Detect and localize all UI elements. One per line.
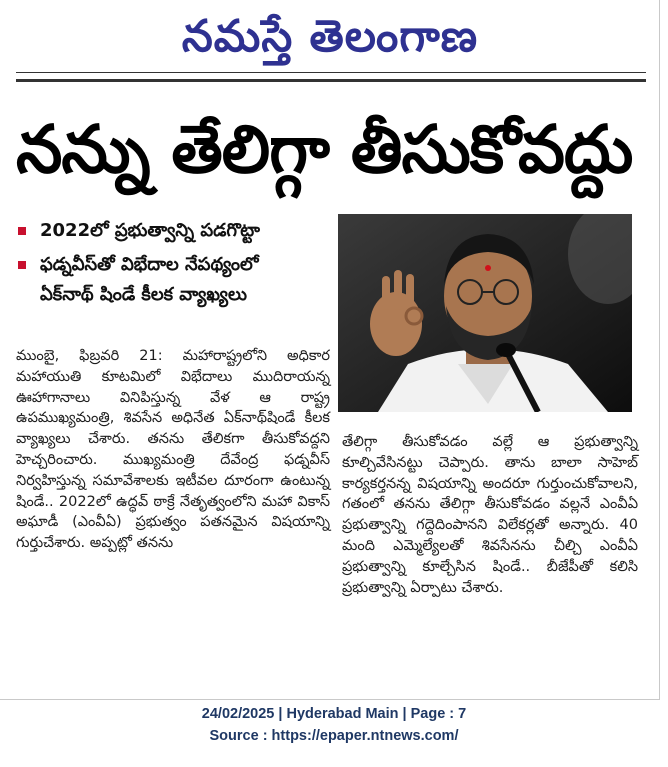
bullet-text: ఫడ్నవీస్‌తో విభేదాల నేపథ్యంలో xyxy=(40,254,259,275)
footer-source-line: Source : https://epaper.ntnews.com/ xyxy=(209,728,459,744)
bullet-item xyxy=(16,216,328,246)
article-column-left xyxy=(16,346,330,554)
bullet-text: 2022లో ప్రభుత్వాన్ని పడగొట్టా xyxy=(40,220,260,241)
bullet-marker-icon xyxy=(18,227,26,235)
bullet-item xyxy=(16,250,328,280)
bullet-item-continuation xyxy=(16,280,328,310)
masthead-divider xyxy=(16,72,646,82)
article-column-right xyxy=(342,432,638,598)
bullet-marker-icon xyxy=(18,261,26,269)
footer-date-line: 24/02/2025 | Hyderabad Main | Page : 7 xyxy=(201,706,467,722)
person-photo xyxy=(338,214,632,412)
headline: నన్ను తేలిగ్గా తీసుకోవద్దు xyxy=(16,111,633,188)
article-text: ముంబై, ఫిబ్రవరి 21: మహారాష్ట్రలోని అధికార మహాయుతి కూటమిలో విభేదాలు ముదిరాయన్న ఊహాగానాలు వినిపిస్తున్న వేళ ఆ రాష్ట్ర ఉపముఖ్యమంత్రి, శివసేన అధినేత ఏక్‌నాథ్‌షిండే కీలక వ్యాఖ్యలు చేశారు. తనను తేలికగా తీసుకోవద్దని హెచ్చరించారు. ముఖ్యమంత్రి దేవేంద్ర ఫడ్నవీస్ నిర్వహిస్తున్న సమావేశాలకు ఇటీవల దూరంగా ఉంటున్న షిండే.. 2022లో ఉద్ధవ్ ఠాక్రే నేతృత్వంలోని మహా వికాస్ అఘాడీ (ఎంవీఏ) ప్రభుత్వం పతనమైన విషయాన్ని గుర్తుచేశారు. అప్పట్లో తనను xyxy=(16,348,330,552)
article-text: తేలిగ్గా తీసుకోవడం వల్లే ఆ ప్రభుత్వాన్ని కూల్చివేసినట్టు చెప్పారు. తాను బాలా సాహెబ్ కార్యకర్తనన్న విషయాన్ని అందరూ గుర్తుంచుకోవాలని, గతంలో తనను తేలిగ్గా తీసుకోవడం వల్లనే ఎంవీఏ ప్రభుత్వాన్ని గద్దెదింపానని విలేకర్లతో అన్నారు. 40 మంది ఎమ్మెల్యేలతో శివసేనను చీల్చి ఎంవీఏ ప్రభుత్వాన్ని కూల్చేసిన షిండే.. బీజేపీతో కలిసి ప్రభుత్వాన్ని ఏర్పాటు చేశారు. xyxy=(342,434,638,596)
source-footer xyxy=(0,703,668,747)
bullet-text: ఏక్‌నాథ్ షిండే కీలక వ్యాఖ్యలు xyxy=(40,284,247,305)
bullet-list xyxy=(16,216,328,314)
masthead-logo: నమస్తే తెలంగాణ xyxy=(181,11,479,62)
person-photo-icon xyxy=(338,214,632,412)
